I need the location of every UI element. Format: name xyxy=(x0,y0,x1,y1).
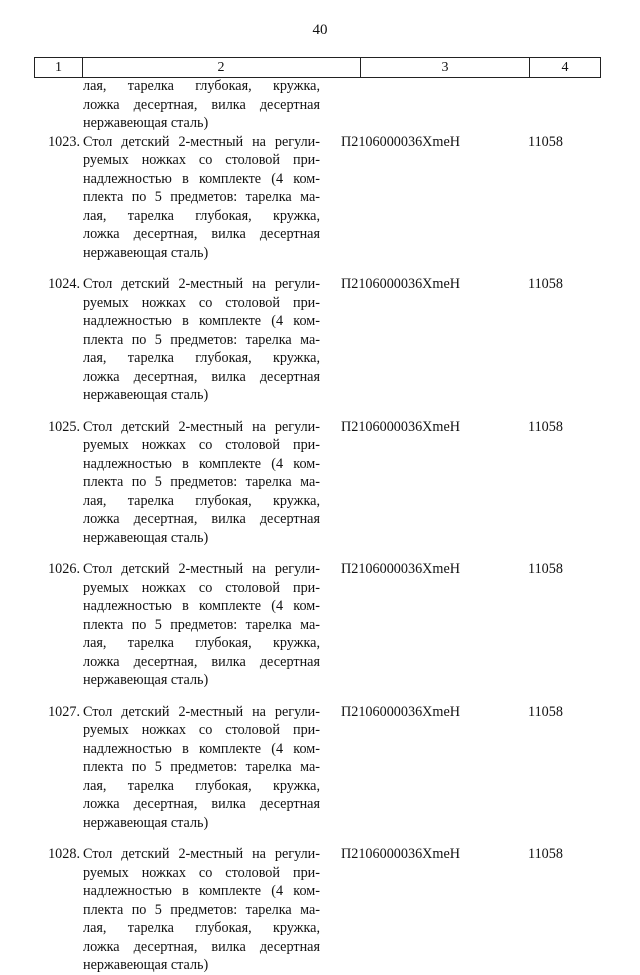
description-line: руемых ножках со столовой при- xyxy=(83,722,320,738)
description-line: плекта по 5 предметов: тарелка ма- xyxy=(83,759,320,775)
row-number: 1027. xyxy=(48,703,80,720)
table-row xyxy=(0,845,640,975)
row-number: 1026. xyxy=(48,561,80,577)
description-line: ложка десертная, вилка десертная xyxy=(83,226,320,242)
description-line: лая, тарелка глубокая, кружка, xyxy=(83,350,320,366)
description-line: плекта по 5 предметов: тарелка ма- xyxy=(83,189,320,205)
description-line: нержавеющая сталь) xyxy=(83,115,209,131)
row-description xyxy=(83,703,320,833)
description-line: нержавеющая сталь) xyxy=(83,529,209,546)
row-code: П2106000036ХmeH xyxy=(341,703,461,720)
row-description xyxy=(83,845,320,975)
row-price: 11058 xyxy=(528,703,563,720)
row-code: П2106000036ХmeH xyxy=(341,418,461,435)
row-price: 11058 xyxy=(528,276,563,292)
description-line: нержавеющая сталь) xyxy=(83,672,209,688)
description-line: надлежностью в комплекте (4 ком- xyxy=(83,883,320,899)
description-line: лая, тарелка глубокая, кружка, xyxy=(83,78,320,94)
description-line: лая, тарелка глубокая, кружка, xyxy=(83,492,320,509)
row-number: 1024. xyxy=(48,276,80,292)
description-line: руемых ножках со столовой при- xyxy=(83,294,320,311)
row-price: 11058 xyxy=(528,561,563,577)
table-body xyxy=(0,77,640,975)
description-line: лая, тарелка глубокая, кружка, xyxy=(83,920,320,936)
row-description xyxy=(83,560,320,690)
description-line: руемых ножках со столовой при- xyxy=(83,152,320,168)
description-line: нержавеющая сталь) xyxy=(83,957,209,973)
description-line: надлежностью в комплекте (4 ком- xyxy=(83,170,320,187)
description-line: Стол детский 2-местный на регули- xyxy=(83,276,320,292)
description-line: ложка десертная, вилка десертная xyxy=(83,796,320,812)
row-code: П2106000036ХmeH xyxy=(341,846,461,862)
row-price: 11058 xyxy=(528,133,563,150)
description-line: ложка десертная, вилка десертная xyxy=(83,368,320,385)
description-line: плекта по 5 предметов: тарелка ма- xyxy=(83,616,320,633)
description-line: лая, тарелка глубокая, кружка, xyxy=(83,777,320,794)
row-number: 1023. xyxy=(48,133,80,150)
column-header-3: 3 xyxy=(361,58,530,77)
column-header-2: 2 xyxy=(82,58,361,77)
row-number: 1025. xyxy=(48,418,80,435)
description-line: руемых ножках со столовой при- xyxy=(83,437,320,453)
table-row xyxy=(0,133,640,263)
row-code: П2106000036ХmeH xyxy=(341,561,461,577)
description-line: плекта по 5 предметов: тарелка ма- xyxy=(83,474,320,490)
table-row xyxy=(0,703,640,833)
description-line: ложка десертная, вилка десертная xyxy=(83,653,320,670)
description-line: руемых ножках со столовой при- xyxy=(83,579,320,596)
row-description xyxy=(83,133,320,263)
table-row xyxy=(0,275,640,405)
description-line: нержавеющая сталь) xyxy=(83,244,209,261)
description-line: плекта по 5 предметов: тарелка ма- xyxy=(83,901,320,918)
description-line: руемых ножках со столовой при- xyxy=(83,864,320,881)
row-price: 11058 xyxy=(528,846,563,862)
description-line: лая, тарелка глубокая, кружка, xyxy=(83,207,320,224)
description-line: ложка десертная, вилка десертная xyxy=(83,938,320,955)
description-line: надлежностью в комплекте (4 ком- xyxy=(83,740,320,757)
table-rows xyxy=(0,133,640,975)
description-line: Стол детский 2-местный на регули- xyxy=(83,561,320,577)
table-header xyxy=(34,57,601,78)
column-header-1: 1 xyxy=(34,58,83,77)
row-price: 11058 xyxy=(528,418,563,435)
table-row xyxy=(0,418,640,548)
description-line: плекта по 5 предметов: тарелка ма- xyxy=(83,331,320,348)
row-code: П2106000036ХmeH xyxy=(341,133,461,150)
description-line: Стол детский 2-местный на регули- xyxy=(83,703,320,720)
description-line: надлежностью в комплекте (4 ком- xyxy=(83,455,320,472)
column-header-4: 4 xyxy=(530,58,601,77)
description-line: Стол детский 2-местный на регули- xyxy=(83,846,320,862)
description-line: Стол детский 2-местный на регули- xyxy=(83,418,320,435)
description-line: лая, тарелка глубокая, кружка, xyxy=(83,635,320,651)
description-line: Стол детский 2-местный на регули- xyxy=(83,133,320,150)
continuation-row xyxy=(0,77,640,133)
continuation-description xyxy=(83,77,320,133)
description-line: ложка десертная, вилка десертная xyxy=(83,511,320,527)
description-line: надлежностью в комплекте (4 ком- xyxy=(83,313,320,329)
row-code: П2106000036ХmeH xyxy=(341,276,461,292)
table-row xyxy=(0,560,640,690)
row-number: 1028. xyxy=(48,846,80,862)
description-line: ложка десертная, вилка десертная xyxy=(83,96,320,113)
description-line: нержавеющая сталь) xyxy=(83,387,209,403)
row-description xyxy=(83,275,320,405)
row-description xyxy=(83,418,320,548)
description-line: надлежностью в комплекте (4 ком- xyxy=(83,598,320,614)
description-line: нержавеющая сталь) xyxy=(83,814,209,831)
page-number: 40 xyxy=(312,22,328,38)
